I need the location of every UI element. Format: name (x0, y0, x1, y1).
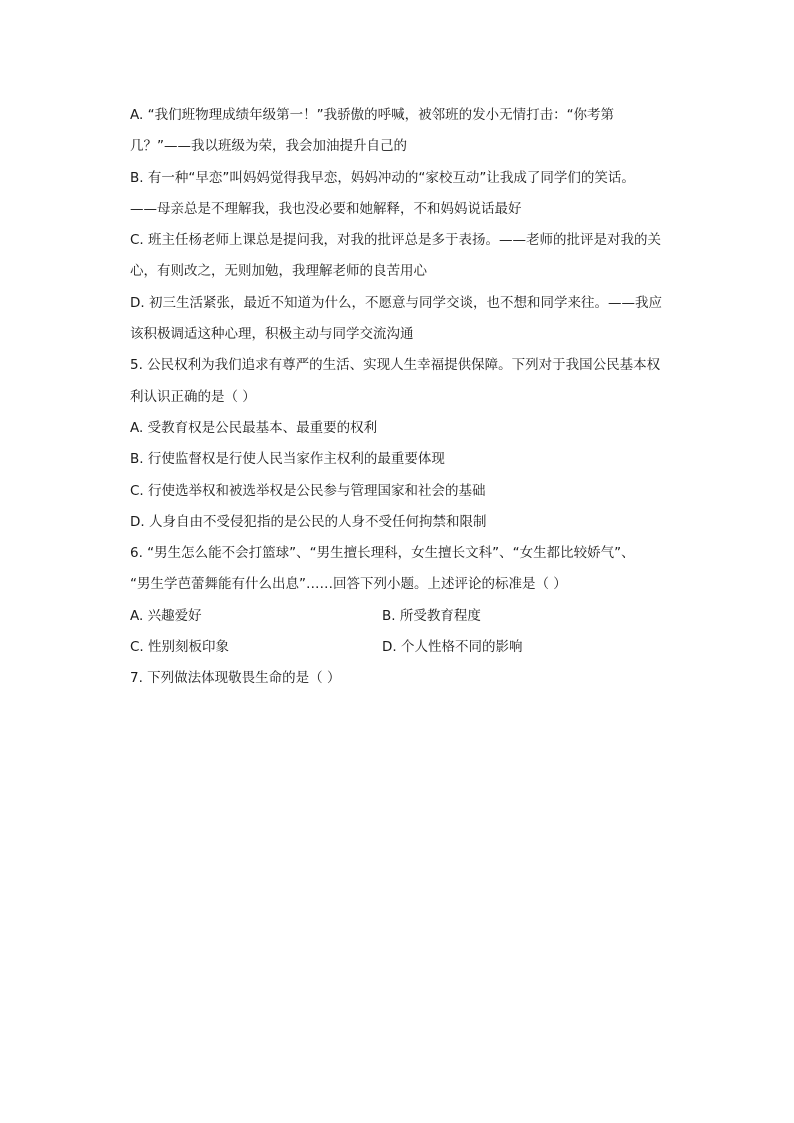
question-5-option-a: A. 受教育权是公民最基本、最重要的权利 (130, 419, 378, 436)
question-6-option-d: D. 个人性格不同的影响 (382, 639, 523, 656)
question-6-options-row-2 (130, 632, 690, 663)
option-d-line-2: 该积极调适这种心理，积极主动与同学交流沟通 (130, 326, 414, 343)
question-7 (130, 663, 690, 694)
question-6-options-row-1 (130, 601, 690, 632)
question-5-option-c: C. 行使选举权和被选举权是公民参与管理国家和社会的基础 (130, 482, 486, 499)
question-5-option-b: B. 行使监督权是行使人民当家作主权利的最重要体现 (130, 451, 445, 468)
question-4-options (130, 100, 690, 350)
option-a-line-2: 几？”——我以班级为荣，我会加油提升自己的 (130, 138, 407, 155)
option-c-line-2: 心，有则改之，无则加勉，我理解老师的良苦用心 (130, 263, 427, 280)
option-a-line-1: A. “我们班物理成绩年级第一！”我骄傲的呼喊，被邻班的发小无情打击：“你考第 (130, 107, 615, 123)
question-5-stem-line-2: 利认识正确的是（ ） (130, 388, 256, 405)
option-c-line-1: C. 班主任杨老师上课总是提问我，对我的批评总是多于表扬。——老师的批评是对我的关 (130, 232, 662, 249)
page-content (130, 100, 690, 695)
question-6-option-a: A. 兴趣爱好 (130, 607, 202, 624)
question-6 (130, 538, 690, 663)
question-5-stem-line-1: 5. 公民权利为我们追求有尊严的生活、实现人生幸福提供保障。下列对于我国公民基本权 (130, 357, 661, 374)
option-b-line-2: ——母亲总是不理解我，我也没必要和她解释，不和妈妈说话最好 (130, 200, 522, 217)
question-7-stem: 7. 下列做法体现敬畏生命的是（ ） (130, 670, 341, 687)
question-6-option-c: C. 性别刻板印象 (130, 639, 230, 656)
question-5 (130, 350, 690, 538)
question-5-option-d: D. 人身自由不受侵犯指的是公民的人身不受任何拘禁和限制 (130, 513, 487, 530)
question-6-option-b: B. 所受教育程度 (382, 607, 481, 624)
question-6-stem-line-2: “男生学芭蕾舞能有什么出息”……回答下列小题。上述评论的标准是（ ） (130, 576, 567, 593)
question-6-stem-line-1: 6. “男生怎么能不会打篮球”、“男生擅长理科，女生擅长文科”、“女生都比较娇气”、 (130, 545, 635, 562)
option-b-line-1: B. 有一种“早恋”叫妈妈觉得我早恋，妈妈冲动的“家校互动”让我成了同学们的笑话。 (130, 169, 635, 186)
option-d-line-1: D. 初三生活紧张，最近不知道为什么，不愿意与同学交谈，也不想和同学来往。——我应 (130, 294, 662, 311)
